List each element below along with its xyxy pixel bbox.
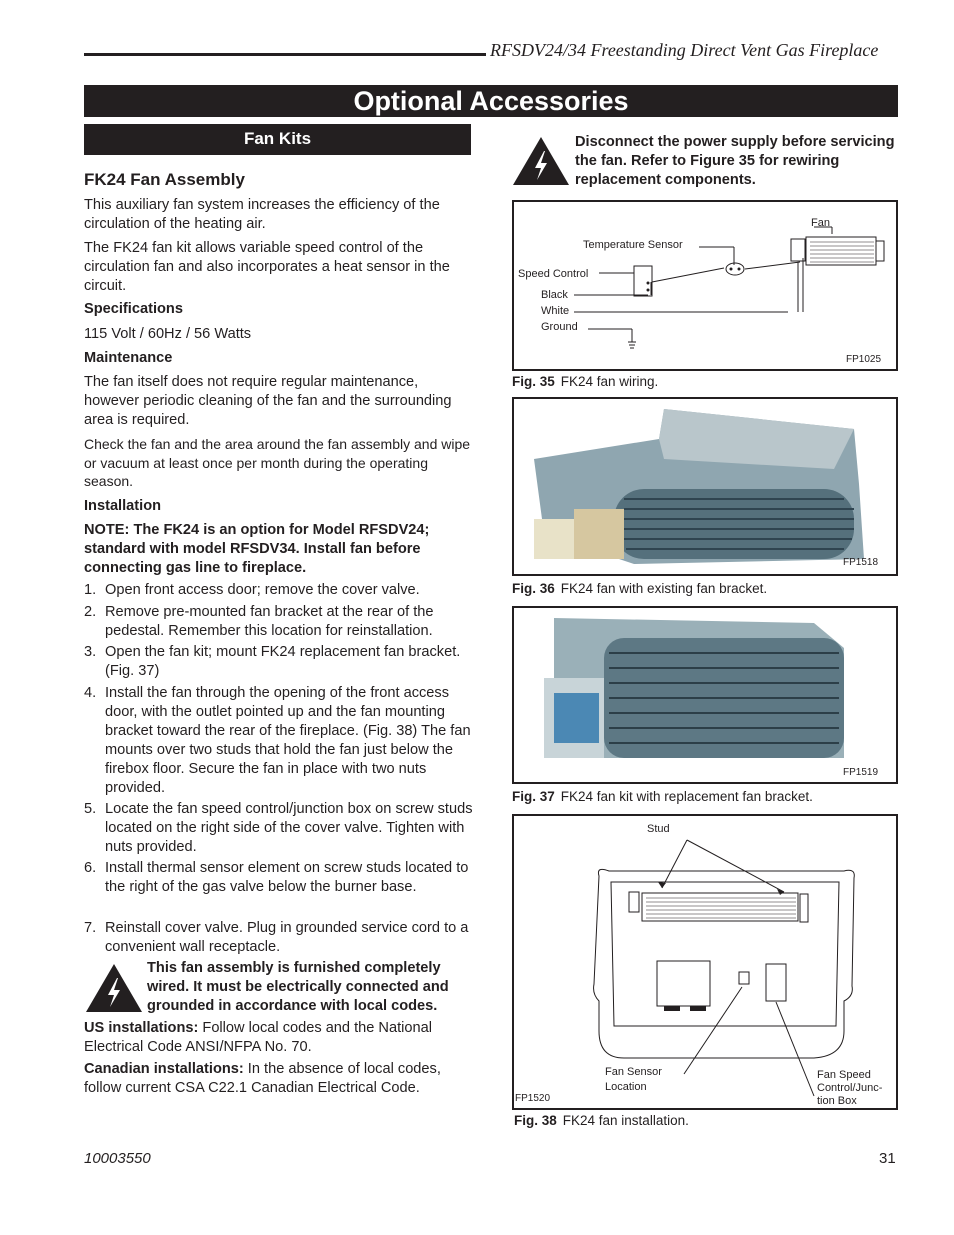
- fan-speed-label: Fan Speed: [817, 1069, 871, 1081]
- caption-text: FK24 fan with existing fan bracket.: [560, 581, 768, 596]
- temperature-sensor-label: Temperature Sensor: [583, 239, 683, 251]
- list-text: Remove pre-mounted fan bracket at the rear of the pedestal. Remember this location for reinstallation.: [105, 604, 434, 639]
- fan-speed-label: Control/Junc-: [817, 1082, 883, 1094]
- ca-label: Canadian installations:: [84, 1061, 244, 1077]
- list-text: Install thermal sensor element on screw studs located to the right of the gas valve below the burner base.: [105, 860, 469, 895]
- section-heading: FK24 Fan Assembly: [84, 170, 245, 189]
- intro-paragraph-2: The FK24 fan kit allows variable speed control of the circulation fan and also incorporates a heat sensor in the circuit.: [84, 240, 450, 294]
- figure-caption: [514, 1113, 689, 1128]
- list-text: Open the fan kit; mount FK24 replacement fan bracket. (Fig. 37): [105, 644, 461, 679]
- list-text: Reinstall cover valve. Plug in grounded service cord to a convenient wall receptacle.: [105, 920, 469, 955]
- ground-wire-label: Ground: [541, 321, 578, 333]
- installation-diagram: [512, 814, 898, 1110]
- electrical-hazard-icon: [511, 135, 571, 187]
- figure-caption: [512, 581, 767, 596]
- figure-code: FP1519: [843, 767, 879, 778]
- document-title: RFSDV24/34 Freestanding Direct Vent Gas Fireplace: [490, 40, 879, 60]
- list-number: 5.: [84, 801, 97, 817]
- caption-text: FK24 fan kit with replacement fan bracket.: [560, 789, 813, 804]
- intro-paragraph-1: This auxiliary fan system increases the efficiency of the circulation of the heating air.: [84, 197, 440, 232]
- figure-caption: [512, 374, 658, 389]
- install-note: NOTE: The FK24 is an option for Model RFSDV24; standard with model RFSDV34. Install fan before connecting gas line to fireplace.: [84, 522, 430, 576]
- fan-speed-label: tion Box: [817, 1095, 857, 1107]
- spec-value: 115 Volt / 60Hz / 56 Watts: [84, 326, 252, 342]
- page-banner: Optional Accessories: [84, 85, 898, 117]
- fan-kit-photo: [512, 606, 898, 784]
- figure-number: Fig. 38: [514, 1113, 557, 1128]
- maint-heading: Maintenance: [84, 350, 173, 366]
- install-heading: Installation: [84, 498, 162, 514]
- figure-number: Fig. 36: [512, 581, 555, 596]
- document-code: 10003550: [84, 1150, 151, 1167]
- header-rule: [84, 53, 486, 56]
- us-label: US installations:: [84, 1020, 199, 1036]
- maint-paragraph-2: Check the fan and the area around the fan assembly and wipe or vacuum at least once per month during the operating season.: [84, 436, 471, 489]
- figure-code: FP1518: [843, 557, 879, 568]
- us-text: Follow local codes and the National Electrical Code ANSI/NFPA No. 70.: [84, 1020, 432, 1055]
- fan-label: Fan: [811, 217, 830, 229]
- list-text: Locate the fan speed control/junction box on screw studs located on the right side of the cover valve. Tighten with nuts provided.: [105, 801, 473, 855]
- list-number: 1.: [84, 582, 97, 598]
- speed-control-label: Speed Control: [518, 268, 589, 280]
- figure-number: Fig. 35: [512, 374, 555, 389]
- list-number: 3.: [84, 644, 97, 660]
- installation-lines: [514, 816, 896, 1108]
- white-wire-label: White: [541, 305, 570, 317]
- caption-text: FK24 fan installation.: [562, 1113, 689, 1128]
- page-number: 31: [879, 1150, 896, 1167]
- ca-text: In the absence of local codes, follow current CSA C22.1 Canadian Electrical Code.: [84, 1061, 441, 1096]
- fan-sensor-label: Location: [605, 1081, 647, 1093]
- maint-paragraph-1: The fan itself does not require regular maintenance, however periodic cleaning of the fan and the surrounding area is required.: [84, 374, 452, 428]
- list-text: Install the fan through the opening of the front access door, with the outlet pointed up and the fan mounting bracket toward the rear of the fireplace. (Fig. 38) The fan mounts over two studs that hold the fan just below the firebox floor. Secure the fan in place with two nuts provided.: [105, 685, 471, 796]
- figure-number: Fig. 37: [512, 789, 555, 804]
- list-number: 7.: [84, 920, 97, 936]
- list-text: Open front access door; remove the cover valve.: [105, 582, 420, 598]
- fan-photo-illustration: [514, 399, 896, 574]
- fan-kit-photo-illustration: [514, 608, 896, 782]
- spec-heading: Specifications: [84, 301, 183, 317]
- black-wire-label: Black: [541, 289, 568, 301]
- electrical-hazard-icon: [84, 962, 144, 1014]
- list-number: 4.: [84, 685, 97, 701]
- warning-text: This fan assembly is furnished completely wired. It must be electrically connected and grounded in accordance with local codes.: [147, 960, 449, 1014]
- fan-photo: [512, 397, 898, 576]
- wiring-diagram: [512, 200, 898, 371]
- fan-sensor-label: Fan Sensor: [605, 1066, 662, 1078]
- figure-caption: [512, 789, 813, 804]
- figure-code: FP1025: [846, 354, 882, 365]
- warning-text: Disconnect the power supply before servicing the fan. Refer to Figure 35 for rewiring replacement components.: [575, 134, 895, 188]
- section-bar: Fan Kits: [84, 124, 471, 155]
- caption-text: FK24 fan wiring.: [560, 374, 659, 389]
- figure-code: FP1520: [515, 1093, 551, 1104]
- stud-label: Stud: [647, 823, 670, 835]
- canadian-installations: [84, 1060, 474, 1098]
- list-number: 6.: [84, 860, 97, 876]
- wiring-lines: [514, 202, 896, 369]
- list-number: 2.: [84, 604, 97, 620]
- us-installations: [84, 1019, 474, 1057]
